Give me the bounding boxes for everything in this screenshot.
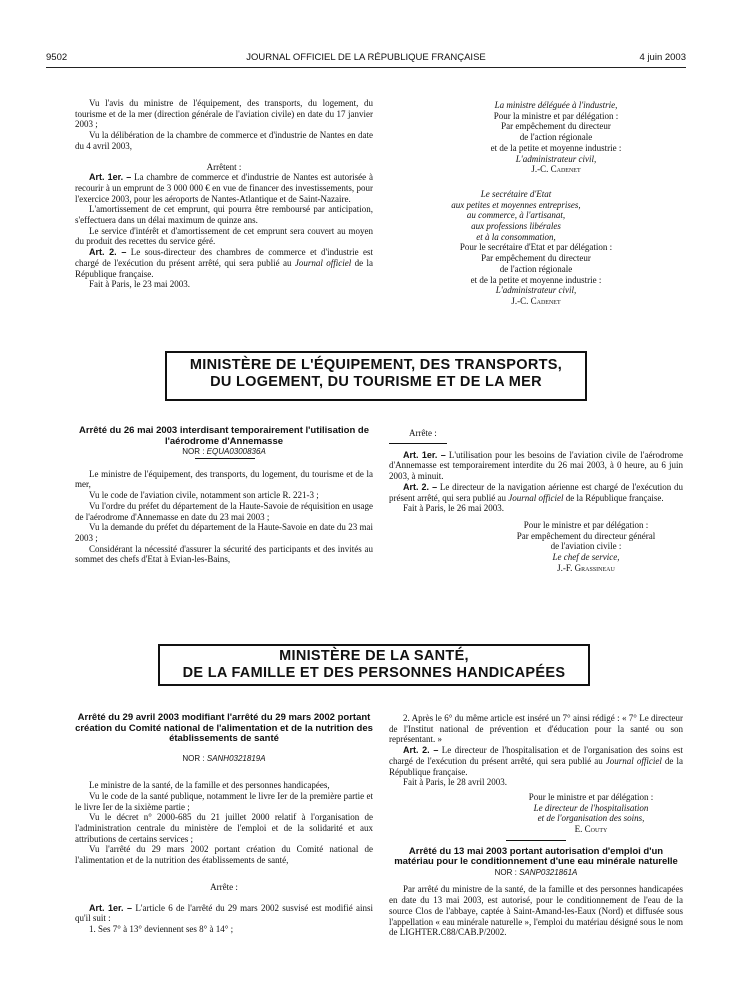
nor-label: NOR : (182, 447, 207, 456)
delegation-line: Pour le ministre et par délégation : (528, 791, 654, 802)
visa-paragraph: Vu l'avis du ministre de l'équipement, des transports, du logement, du tourisme et de la mer (direction générale de l'aviation civile) en date du 17 janvier 2003 ; (75, 98, 373, 130)
delegation-line: de l'aviation civile : (550, 541, 622, 552)
section1-left-column (75, 98, 373, 290)
article-label: Art. 1er. – (89, 902, 133, 913)
article-text: L'article 6 de l'arrêté du 29 mars 2002 susvisé est modifié ainsi qu'il suit : (75, 902, 374, 924)
nor-code: SANH0321819A (206, 753, 266, 763)
signatory-role: au commerce, à l'artisanat, (466, 210, 566, 221)
signature-block (402, 189, 680, 243)
visa-paragraph: Vu l'arrêté du 29 mars 2002 portant création du Comité national de l'alimentation et de la nutrition des établissements de santé, (75, 844, 373, 866)
arrete-title: Arrêté du 26 mai 2003 interdisant temporairement l'utilisation de l'aérodrome d'Annemasse (79, 425, 369, 447)
article-text: L'utilisation pour les besoins de l'aviation civile de l'aérodrome d'Annemasse est temporairement interdite du 26 mai 2003, à 0 heure, au 6 juin 2003, à minuit. (389, 449, 683, 482)
paragraph: L'amortissement de cet emprunt, qui pourra être remboursé par anticipation, s'effectuera dans un délai maximum de quinze ans. (75, 204, 373, 226)
signatory-role: et à la consommation, (476, 231, 556, 242)
article-1 (75, 172, 373, 204)
fait-a-paris: Fait à Paris, le 26 mai 2003. (403, 503, 504, 514)
article-label: Art. 2. – (403, 745, 439, 756)
arrete-rule (389, 443, 447, 444)
delegation-line: Par empêchement du directeur général (516, 530, 656, 541)
section2-left-column (75, 426, 373, 565)
banner-line: MINISTÈRE DE L'ÉQUIPEMENT, DES TRANSPORTS, (189, 357, 563, 373)
delegation-line: Pour le secrétaire d'Etat et par délégation : (459, 242, 613, 253)
paragraph: Le ministre de l'équipement, des transports, du logement, du tourisme et de la mer, (75, 468, 373, 490)
article-label: Art. 1er. – (403, 449, 446, 460)
section3-left-column (75, 713, 373, 935)
article-2 (75, 247, 373, 279)
article-2 (389, 482, 683, 503)
signatory-title: Le chef de service, (552, 552, 620, 563)
nor-label: NOR : (182, 753, 207, 763)
banner-line: DE LA FAMILLE ET DES PERSONNES HANDICAPÉES (182, 665, 566, 681)
header-rule (46, 67, 686, 68)
signature-block (389, 520, 683, 574)
delegation-line: et de la petite et moyenne industrie : (470, 274, 602, 285)
article-text: La chambre de commerce et d'industrie de Nantes est autorisée à recourir à un emprunt de 3 000 000 € en vue de financer des investissements, pour l'exercice 2003, pour les aéroports de Nantes-Atlantique et de Saint-Nazaire. (75, 172, 373, 204)
visa-paragraph: Vu la délibération de la chambre de commerce et d'industrie de Nantes en date du 4 avril 2003, (75, 130, 373, 151)
article-text: Le directeur de la navigation aérienne est chargé de l'exécution du présent arrêté, qui sera publié au (389, 481, 683, 503)
nor-code: SANP0321861A (519, 867, 578, 877)
ministry-banner (158, 644, 590, 686)
section1-right-column (402, 100, 680, 307)
arrete-title: Arrêté du 13 mai 2003 portant autorisation d'emploi d'un matériau pour le conditionnement d'une eau minérale naturelle (394, 845, 678, 868)
article-text: de la République française. (389, 755, 683, 777)
arrete-title: Arrêté du 29 avril 2003 modifiant l'arrêté du 29 mars 2002 portant création du Comité national de l'alimentation et de la nutrition des établissements de santé (75, 712, 373, 744)
banner-line: MINISTÈRE DE LA SANTÉ, (279, 648, 469, 664)
page-header (46, 52, 686, 66)
paragraph: Le ministre de la santé, de la famille et des personnes handicapées, (89, 780, 330, 791)
signatory-name: J.-C. Cadenet (511, 295, 561, 306)
fait-a-paris: Fait à Paris, le 28 avril 2003. (403, 777, 507, 788)
delegation-line: Par empêchement du directeur (501, 121, 611, 132)
delegation-line: Par empêchement du directeur (481, 253, 591, 264)
signatory-role: La ministre déléguée à l'industrie, (494, 100, 618, 110)
section2-right-column (389, 428, 683, 573)
signature-block (389, 792, 683, 835)
signatory-role: Le secrétaire d'Etat (480, 188, 552, 199)
signatory-title: Le directeur de l'hospitalisation (533, 802, 649, 813)
delegation-line: et de la petite et moyenne industrie : (490, 142, 622, 153)
visa-paragraph: Vu le décret n° 2000-685 du 21 juillet 2000 relatif à l'organisation de l'administration centrale du ministère de l'emploi et de la solidarité et aux attributions de certains services ; (75, 812, 373, 844)
signatory-name: J.-C. Cadenet (531, 164, 581, 175)
page-number: 9502 (46, 52, 68, 63)
delegation-line: Pour la ministre et par délégation : (493, 110, 619, 121)
delegation-line: de l'action régionale (519, 132, 593, 143)
signatory-role: aux professions libérales (471, 221, 561, 232)
visa-paragraph: Vu le code de l'aviation civile, notamment son article R. 221-3 ; (89, 490, 319, 501)
article-text: de la République française. (75, 257, 373, 279)
visa-paragraph: Vu la demande du préfet du département de la Haute-Savoie en date du 23 mai 2003 ; (75, 522, 373, 543)
signatory-title: et de l'organisation des soins, (537, 813, 645, 824)
article-2 (389, 745, 683, 777)
fait-a-paris: Fait à Paris, le 23 mai 2003. (89, 279, 190, 290)
journal-title: JOURNAL OFFICIEL DE LA RÉPUBLIQUE FRANÇAISE (246, 52, 486, 63)
arrete-heading: Arrête : (210, 881, 238, 892)
banner-line: DU LOGEMENT, DU TOURISME ET DE LA MER (210, 374, 542, 390)
arretent-heading: Arrêtent : (206, 161, 242, 172)
journal-officiel-ref: Journal officiel (294, 257, 352, 268)
signature-block (402, 100, 680, 175)
nor-reference (75, 447, 373, 458)
section3-right-column (389, 713, 683, 938)
signatory-role: aux petites et moyennes entreprises, (451, 199, 581, 210)
nor-code: EQUA0300836A (206, 447, 266, 456)
signature-block (402, 242, 680, 306)
article-1 (75, 903, 373, 924)
issue-date: 4 juin 2003 (639, 52, 686, 63)
article-label: Art. 1er. – (89, 172, 132, 183)
journal-officiel-ref: Journal officiel (508, 492, 564, 503)
paragraph: Le service d'intérêt et d'amortissement de cet emprunt sera couvert au moyen du produit des recettes du service géré. (75, 225, 373, 247)
nor-reference (389, 868, 683, 879)
article-text: Le directeur de l'hospitalisation et de l'organisation des soins est chargé de l'exécution du présent arrêté, qui sera publié au (389, 745, 684, 766)
nor-reference (75, 754, 373, 765)
article-1 (389, 450, 683, 482)
signatory-title: L'administrateur civil, (495, 285, 577, 296)
list-item: 2. Après le 6° du même article est inséré un 7° ainsi rédigé : « 7° Le directeur de l'Institut national de prévention et d'éducation pour la santé ou son représentant. » (389, 713, 683, 745)
ministry-banner (165, 351, 587, 401)
signatory-name: J.-F. Grassineau (557, 562, 615, 573)
title-rule (195, 458, 255, 459)
nor-label: NOR : (494, 867, 520, 877)
considerant-paragraph: Considérant la nécessité d'assurer la sécurité des participants et des invités au sommet des chefs d'Etat à Evian-les-Bains, (75, 543, 373, 565)
article-text: Le sous-directeur des chambres de commerce et d'industrie est chargé de l'exécution du présent arrêté, qui sera publié au (75, 247, 373, 268)
delegation-line: Pour le ministre et par délégation : (523, 519, 649, 530)
paragraph: Par arrêté du ministre de la santé, de la famille et des personnes handicapées en date du 13 mai 2003, est autorisé, pour le conditionnement de l'eau de la source Clos de l'abbaye, captée à Saint-Amand-les-Eaux (Nord) et diffusée sous l'appellation « eau minérale naturelle », l'emploi du matériau désigné sous le nom de LIGHTER.C88/CAB.P/2002. (389, 884, 683, 938)
arrete-heading: Arrête : (409, 428, 437, 438)
signatory-name: E. Couty (574, 824, 608, 835)
article-text: de la République française. (563, 492, 664, 503)
visa-paragraph: Vu le code de la santé publique, notamment le livre Ier de la première partie et le livre Ier de la sixième partie ; (75, 790, 373, 812)
section-rule (506, 840, 566, 841)
visa-paragraph: Vu l'ordre du préfet du département de la Haute-Savoie de réquisition en usage de l'aérodrome d'Annemasse en date du 23 mai 2003 ; (75, 500, 373, 522)
article-label: Art. 2. – (403, 481, 438, 492)
journal-officiel-ref: Journal officiel (605, 755, 662, 766)
list-item: 1. Ses 7° à 13° deviennent ses 8° à 14° ; (89, 923, 234, 934)
article-label: Art. 2. – (89, 247, 127, 258)
signatory-title: L'administrateur civil, (515, 153, 597, 164)
delegation-line: de l'action régionale (499, 263, 573, 274)
